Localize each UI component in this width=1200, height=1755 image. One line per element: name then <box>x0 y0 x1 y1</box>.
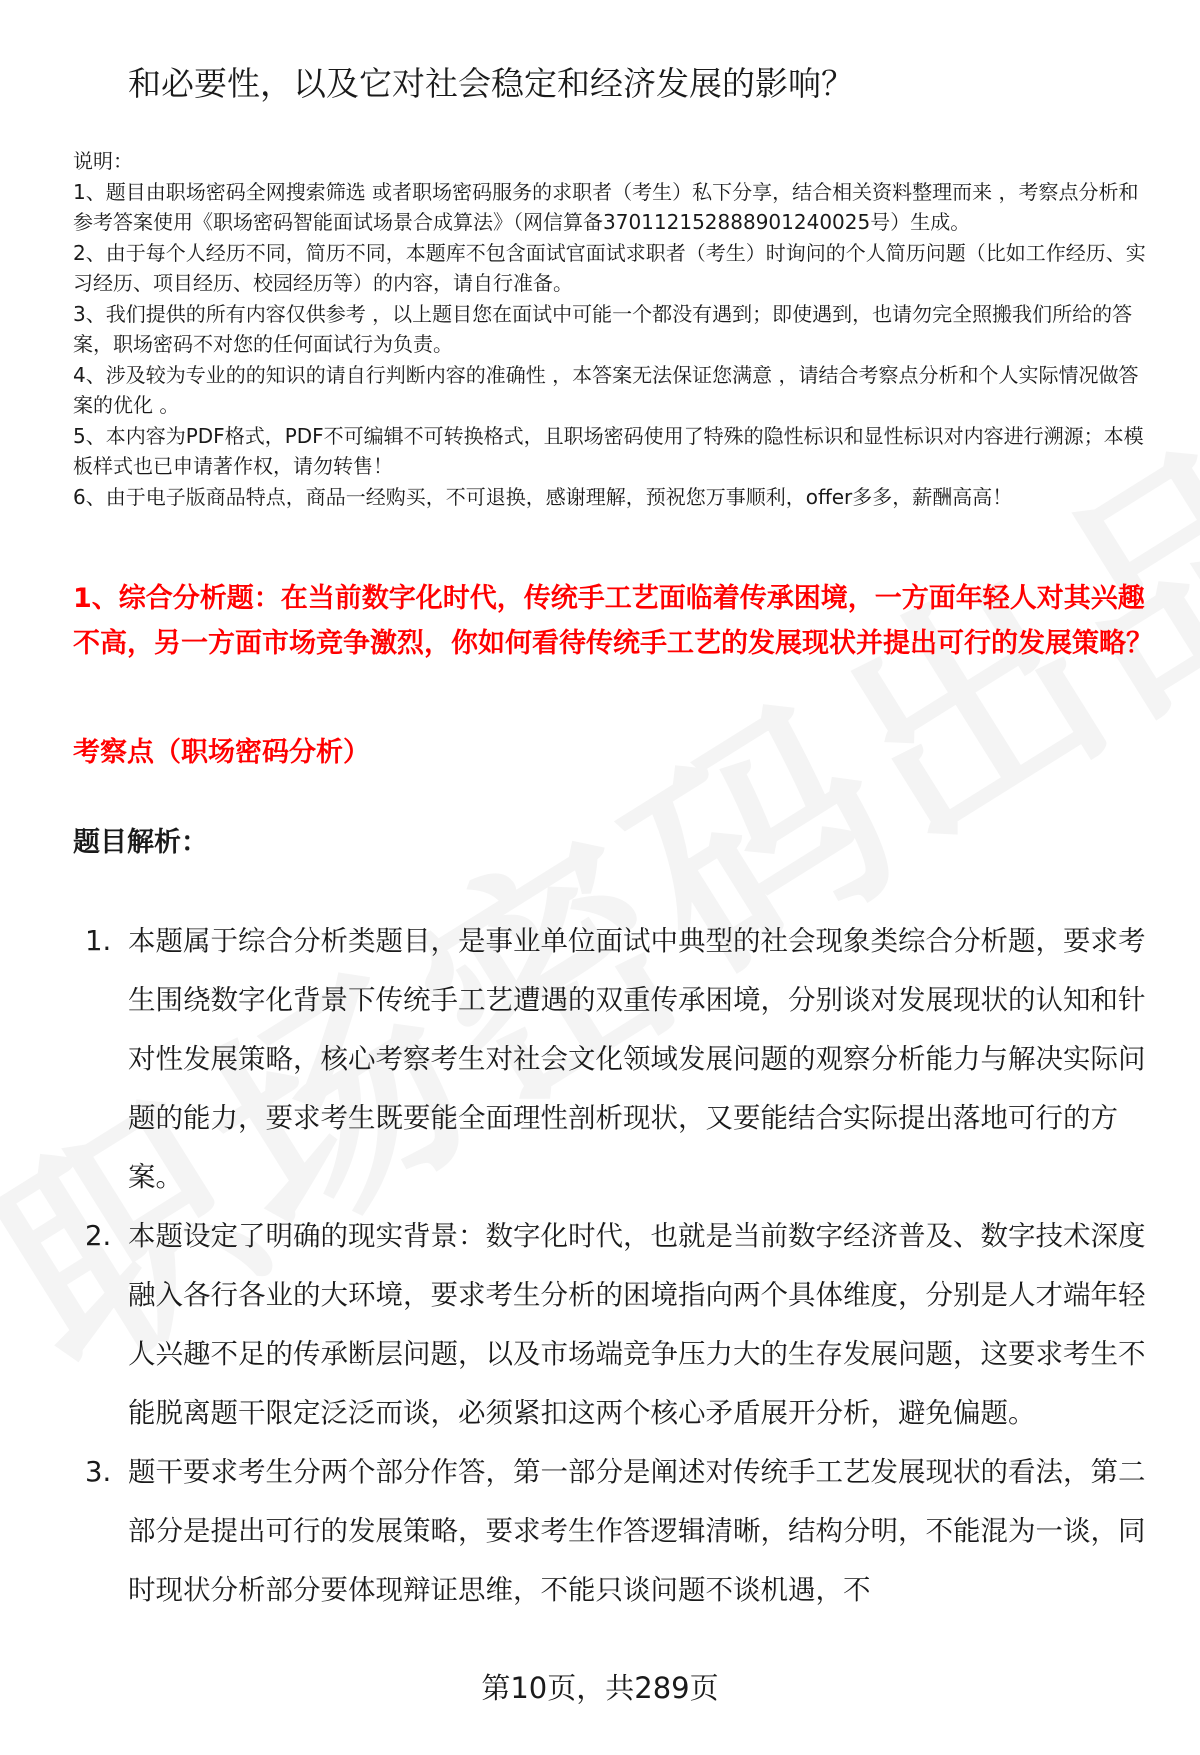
notes-block <box>73 146 1153 512</box>
analysis-item-text: 本题属于综合分析类题目，是事业单位面试中典型的社会现象类综合分析题，要求考生围绕数字化背景下传统手工艺遭遇的双重传承困境，分别谈对发展现状的认知和针对性发展策略，核心考察考生对社会文化领域发展问题的观察分析能力与解决实际问题的能力，要求考生既要能全面理性剖析现状，又要能结合实际提出落地可行的方案。 <box>128 925 1146 1193</box>
key-points-heading: 考察点（职场密码分析） <box>73 737 370 768</box>
question-title: 1、综合分析题：在当前数字化时代，传统手工艺面临着传承困境，一方面年轻人对其兴趣不高，另一方面市场竞争激烈，你如何看待传统手工艺的发展现状并提出可行的发展策略？ <box>73 583 1153 659</box>
analysis-item-number: 2. <box>85 1220 112 1252</box>
notes-item: 5、本内容为PDF格式，PDF不可编辑不可转换格式，且职场密码使用了特殊的隐性标识和显性标识对内容进行溯源；本模板样式也已申请著作权，请勿转售！ <box>73 423 1144 478</box>
notes-item: 1、题目由职场密码全网搜索筛选 或者职场密码服务的求职者（考生）私下分享，结合相关资料整理而来 ，考察点分析和参考答案使用《职场密码智能面试场景合成算法》（网信算备370112152888901240025号）生成。 <box>73 179 1139 234</box>
analysis-item-number: 1. <box>85 925 112 957</box>
analysis-heading: 题目解析： <box>73 827 208 858</box>
analysis-list <box>85 912 1147 1620</box>
notes-item: 3、我们提供的所有内容仅供参考 ，以上题目您在面试中可能一个都没有遇到；即使遇到，也请勿完全照搬我们所给的答案，职场密码不对您的任何面试行为负责。 <box>73 301 1133 356</box>
page-number-footer: 第10页，共289页 <box>481 1671 719 1705</box>
notes-item: 4、涉及较为专业的的知识的请自行判断内容的准确性 ，本答案无法保证您满意 ，请结合考察点分析和个人实际情况做答案的优化 。 <box>73 362 1139 417</box>
continued-question-line: 和必要性，以及它对社会稳定和经济发展的影响？ <box>128 64 854 103</box>
notes-heading: 说明： <box>73 149 133 173</box>
analysis-item-text: 题干要求考生分两个部分作答，第一部分是阐述对传统手工艺发展现状的看法，第二部分是提出可行的发展策略，要求考生作答逻辑清晰，结构分明，不能混为一谈，同时现状分析部分要体现辩证思维，不能只谈问题不谈机遇，不 <box>128 1456 1146 1606</box>
analysis-item <box>85 1443 1147 1620</box>
notes-item: 2、由于每个人经历不同，简历不同，本题库不包含面试官面试求职者（考生）时询问的个人简历问题（比如工作经历、实习经历、项目经历、校园经历等）的内容，请自行准备。 <box>73 240 1146 295</box>
analysis-item <box>85 912 1147 1207</box>
notes-item: 6、由于电子版商品特点，商品一经购买，不可退换，感谢理解，预祝您万事顺利，offer多多，薪酬高高！ <box>73 484 1013 509</box>
analysis-item <box>85 1207 1147 1443</box>
analysis-item-number: 3. <box>85 1456 112 1488</box>
analysis-item-text: 本题设定了明确的现实背景：数字化时代，也就是当前数字经济普及、数字技术深度融入各行各业的大环境，要求考生分析的困境指向两个具体维度，分别是人才端年轻人兴趣不足的传承断层问题，以及市场端竞争压力大的生存发展问题，这要求考生不能脱离题干限定泛泛而谈，必须紧扣这两个核心矛盾展开分析，避免偏题。 <box>128 1220 1146 1429</box>
